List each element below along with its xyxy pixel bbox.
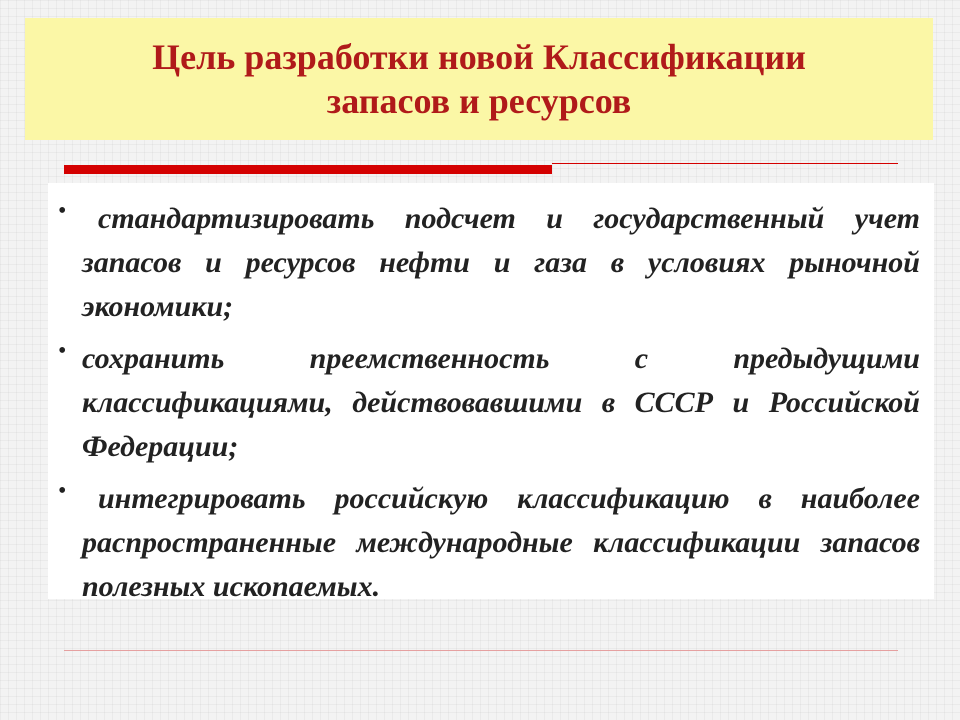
accent-bar <box>64 165 552 174</box>
bullet-text: стандартизировать подсчет и государственный учет запасов и ресурсов нефти и газа в условиях рыночной экономики; <box>82 202 920 323</box>
bullet-dot-icon: • <box>58 478 67 504</box>
slide-title-line-1: Цель разработки новой Классификации <box>152 37 806 77</box>
bullet-list <box>48 197 934 609</box>
bullet-item <box>48 337 934 469</box>
accent-line <box>552 163 898 164</box>
bullet-text: интегрировать российскую классификацию в наиболее распространенные международные классификации запасов полезных ископаемых. <box>82 482 920 603</box>
bullet-dot-icon: • <box>58 198 67 224</box>
bottom-divider <box>64 650 898 651</box>
slide-title-line-2: запасов и ресурсов <box>326 81 632 121</box>
bullet-dot-icon: • <box>58 338 67 364</box>
content-box <box>48 183 934 603</box>
bullet-text: сохранить преемственность с предыдущими классификациями, действовавшими в СССР и Российской Федерации; <box>82 342 920 463</box>
bullet-item <box>48 477 934 609</box>
title-box <box>25 18 933 140</box>
bullet-item <box>48 197 934 329</box>
